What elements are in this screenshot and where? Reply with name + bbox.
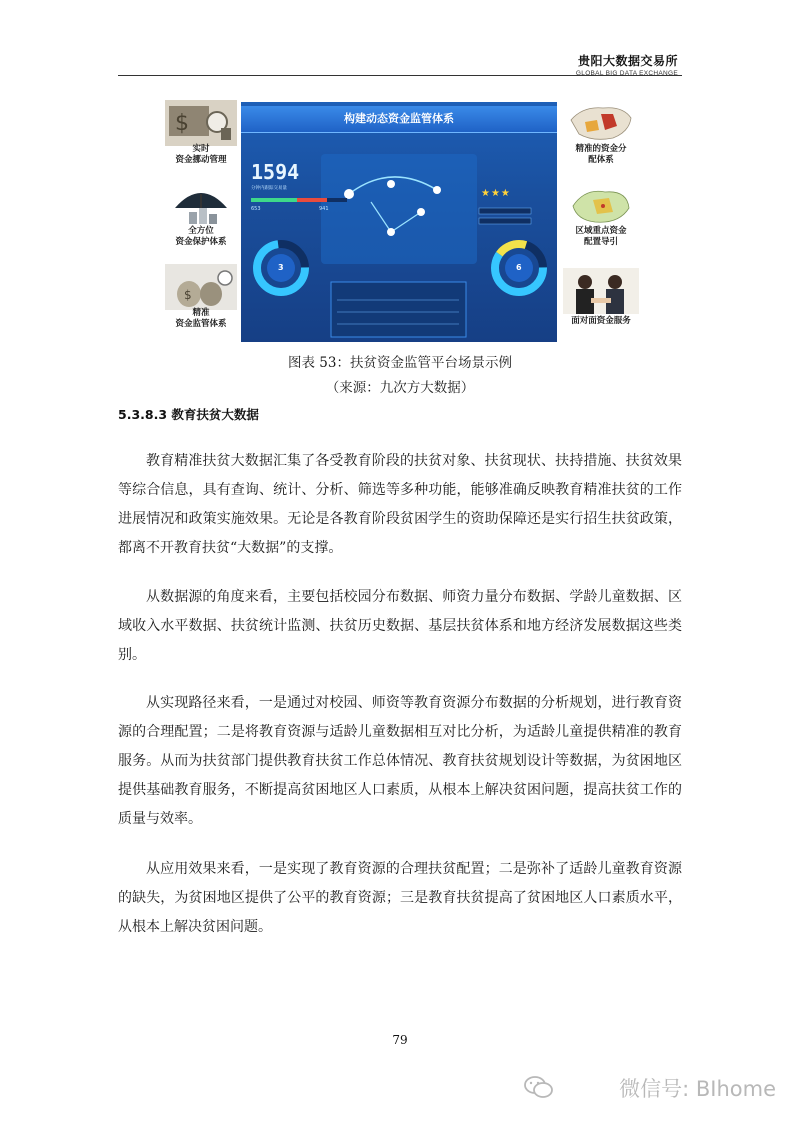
caption-line: 资金挪动管理	[175, 155, 227, 165]
tile-face-to-face	[563, 264, 639, 344]
tile-caption	[563, 144, 639, 166]
figure-caption-title: 图表 53：扶贫资金监管平台场景示例	[288, 355, 512, 371]
money-bag-icon	[165, 264, 237, 310]
brand-name-en: GLOBAL BIG DATA EXCHANGE	[575, 70, 678, 77]
tile-caption	[165, 144, 237, 166]
china-map-icon	[563, 100, 639, 146]
dashboard-sub-label: 分钟内跟踪交易量	[251, 186, 287, 191]
dashboard-num-left: 653	[251, 206, 261, 212]
umbrella-shield-icon	[165, 182, 237, 228]
tile-fund-protection	[165, 182, 237, 262]
dashboard-num-right: 941	[319, 206, 329, 212]
tile-caption	[563, 316, 639, 327]
dashboard-big-number: 1594	[251, 160, 300, 184]
figure-right-column	[563, 100, 639, 345]
tile-fund-allocation	[563, 100, 639, 180]
body-paragraph: 从应用效果来看，一是实现了教育资源的合理扶贫配置；二是弥补了适龄儿童教育资源的缺失，为贫困地区提供了公平的教育资源；三是教育扶贫提高了贫困地区人口素质水平，从根本上解决贫困问题。	[118, 861, 682, 935]
brand-name-cn: 贵阳大数据交易所	[577, 54, 678, 68]
figure-platform-scene	[165, 100, 639, 345]
money-ledger-icon	[165, 100, 237, 146]
page-number: 79	[392, 1033, 408, 1047]
body-paragraph: 从数据源的角度来看，主要包括校园分布数据、师资力量分布数据、学龄儿童数据、区域收入水平数据、扶贫统计监测、扶贫历史数据、基层扶贫体系和地方经济发展数据这些类别。	[118, 589, 682, 663]
svg-text:$: $	[184, 288, 192, 302]
tile-caption	[165, 308, 237, 330]
caption-line: 区域重点资金	[575, 226, 627, 236]
caption-line: 配体系	[588, 155, 614, 165]
caption-line: 面对面资金服务	[571, 316, 631, 326]
tile-caption	[563, 226, 639, 248]
dashboard-screenshot	[241, 102, 557, 342]
figure-caption-source: （来源：九次方大数据）	[325, 380, 475, 396]
caption-line: 资金保护体系	[175, 237, 227, 247]
caption-line: 精准的资金分	[575, 144, 627, 154]
dashboard-background-art	[241, 102, 557, 342]
ring-right-value: 6	[516, 263, 522, 272]
caption-line: 资金监管体系	[175, 319, 227, 329]
body-paragraph: 从实现路径来看，一是通过对校园、师资等教育资源分布数据的分析规划，进行教育资源的合理配置；二是将教育资源与适龄儿童数据相互对比分析，为适龄儿童提供精准的教育服务。从而为扶贫部门提供教育扶贫工作总体情况、教育扶贫规划设计等数据，为贫困地区提供基础教育服务，不断提高贫困地区人口素质，从根本上解决贫困问题，提高扶贫工作的质量与效率。	[118, 695, 682, 827]
rating-stars-icon: ★★★	[481, 188, 511, 199]
region-map-icon	[563, 182, 639, 228]
tile-caption	[165, 226, 237, 248]
handshake-icon	[563, 268, 639, 314]
tile-realtime-fund	[165, 100, 237, 180]
tile-fund-supervision	[165, 264, 237, 344]
caption-line: 全方位	[188, 226, 214, 236]
tile-regional-guide	[563, 182, 639, 262]
caption-line: 实时	[192, 144, 210, 154]
wechat-icon	[524, 1075, 554, 1099]
svg-text:$: $	[175, 111, 189, 136]
watermark-text: 微信号: BIhome	[619, 1077, 776, 1101]
header-divider	[118, 75, 682, 76]
header-brand	[576, 52, 678, 77]
caption-line: 精准	[192, 308, 210, 318]
figure-left-column	[165, 100, 237, 345]
ring-left-value: 3	[278, 263, 284, 272]
section-heading: 5.3.8.3 教育扶贫大数据	[118, 407, 259, 422]
dashboard-title: 构建动态资金监管体系	[241, 106, 557, 133]
caption-line: 配置导引	[583, 237, 618, 247]
body-paragraph: 教育精准扶贫大数据汇集了各受教育阶段的扶贫对象、扶贫现状、扶持措施、扶贫效果等综合信息，具有查询、统计、分析、筛选等多种功能，能够准确反映教育精准扶贫的工作进展情况和政策实施效果。无论是各教育阶段贫困学生的资助保障还是实行招生扶贫政策，都离不开教育扶贫“大数据”的支撑。	[118, 453, 682, 556]
